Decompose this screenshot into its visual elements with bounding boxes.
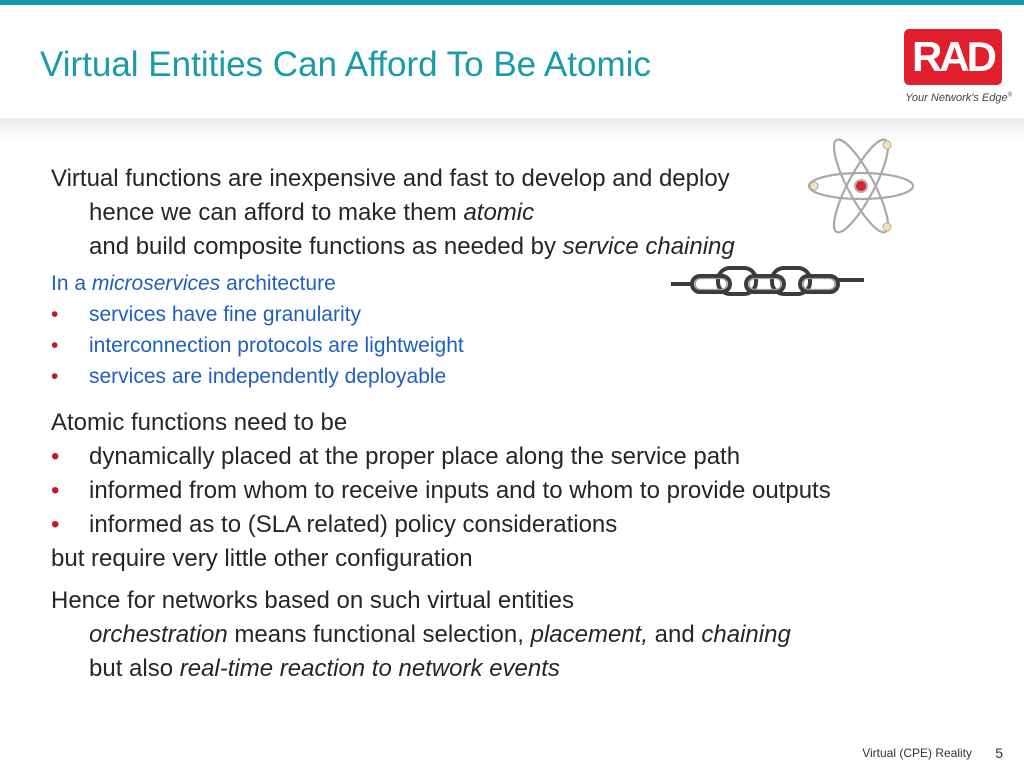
- rad-logo: RAD: [904, 29, 1002, 85]
- block3-bullet-item: [51, 508, 951, 542]
- block4-comma: ,: [517, 621, 531, 648]
- block4-line3-italic: real-time reaction to network events: [179, 655, 560, 682]
- block1-line2-italic: atomic: [463, 199, 535, 226]
- block2-bullet-item: [51, 299, 951, 330]
- block2-intro-pre: In a: [51, 272, 92, 295]
- tagline-text: Your Network's Edge: [905, 92, 1008, 104]
- page-number: 5: [995, 745, 1003, 761]
- block3-bullet-text: informed from whom to receive inputs and to whom to provide outputs: [89, 477, 831, 504]
- block4-line3: [51, 652, 951, 686]
- block2-bullet-item: [51, 361, 951, 392]
- slide-header: [0, 5, 1024, 120]
- block3-bullet-text: informed as to (SLA related) policy considerations: [89, 511, 618, 538]
- block2-bullet-item: [51, 330, 951, 361]
- block1-line3-text: and build composite functions as needed by: [89, 233, 563, 260]
- bullet-marker: •: [51, 303, 59, 326]
- block3-closing: but require very little other configuration: [51, 545, 473, 572]
- block1-line3-italic: service chaining: [562, 233, 735, 260]
- block1-line2: [51, 196, 951, 230]
- block4-text-a: means functional: [227, 621, 423, 648]
- block4-chaining: chaining: [701, 621, 791, 648]
- block1-line1: Virtual functions are inexpensive and fast to develop and deploy: [51, 165, 730, 192]
- bullet-marker: •: [51, 511, 60, 538]
- bullet-marker: •: [51, 365, 59, 388]
- block2-bullet-text: services are independently deployable: [89, 365, 447, 388]
- block4-and: and: [648, 621, 702, 648]
- block3-bullet-item: [51, 440, 951, 474]
- registered-mark: ®: [1007, 92, 1012, 99]
- block3-bullet-text: dynamically placed at the proper place along the service path: [89, 443, 741, 470]
- block2-intro-italic: microservices: [91, 272, 221, 295]
- block4-placement: placement,: [530, 621, 649, 648]
- bullet-marker: •: [51, 334, 59, 357]
- block2-intro-post: architecture: [220, 272, 336, 295]
- block4-line2: [51, 618, 951, 652]
- block3-bullet-item: [51, 474, 951, 508]
- slide-title: Virtual Entities Can Afford To Be Atomic: [40, 45, 651, 84]
- bullet-marker: •: [51, 477, 60, 504]
- block2-bullet-text: interconnection protocols are lightweight: [89, 334, 464, 357]
- block3-intro: Atomic functions need to be: [51, 409, 348, 436]
- slide-body: [51, 162, 951, 686]
- block2-bullet-text: services have fine granularity: [89, 303, 361, 326]
- block1-line3: [51, 230, 951, 264]
- block2-intro: [51, 268, 951, 299]
- block4-selection: selection: [422, 621, 518, 648]
- footer-label: Virtual (CPE) Reality: [862, 746, 972, 760]
- logo-tagline: [880, 92, 1012, 104]
- block4-intro: Hence for networks based on such virtual entities: [51, 587, 574, 614]
- block4-orchestration: orchestration: [89, 621, 228, 648]
- bullet-marker: •: [51, 443, 60, 470]
- block1-line2-text: hence we can afford to make them: [89, 199, 464, 226]
- block4-line3-text: but also: [89, 655, 180, 682]
